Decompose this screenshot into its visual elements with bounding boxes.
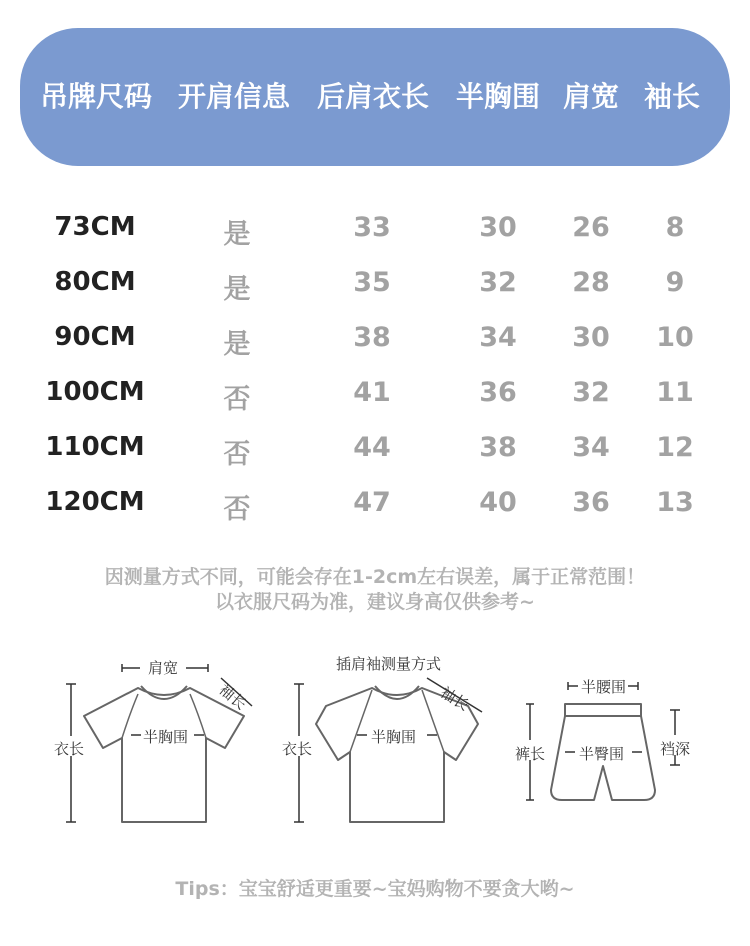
header-size-label: 吊牌尺码 xyxy=(39,80,153,113)
length-cell: 33 xyxy=(353,212,391,243)
length-cell: 41 xyxy=(353,377,391,408)
sleeve-cell: 11 xyxy=(656,377,694,408)
open-shoulder-cell: 是 xyxy=(223,274,251,305)
size-cell: 120CM xyxy=(45,487,145,517)
shoulder-cell: 32 xyxy=(572,377,610,408)
sleeve-cell: 9 xyxy=(665,267,685,298)
tshirt-length-label: 衣长 xyxy=(54,740,85,758)
sleeve-cell: 8 xyxy=(665,212,685,243)
header-sleeve-length: 袖长 xyxy=(643,80,701,113)
measurement-note-line1: 因测量方式不同，可能会存在1-2cm左右误差，属于正常范围！ xyxy=(104,566,646,588)
open-shoulder-cell: 是 xyxy=(223,219,251,250)
length-cell: 47 xyxy=(353,487,391,518)
shoulder-cell: 34 xyxy=(572,432,610,463)
tips-text: Tips：宝宝舒适更重要~宝妈购物不要贪大哟~ xyxy=(175,878,575,900)
raglan-title: 插肩袖测量方式 xyxy=(336,655,442,673)
size-cell: 80CM xyxy=(54,267,136,297)
size-cell: 100CM xyxy=(45,377,145,407)
chest-cell: 40 xyxy=(479,487,517,518)
chest-cell: 38 xyxy=(479,432,517,463)
length-cell: 38 xyxy=(353,322,391,353)
shorts-waist-label: 半腰围 xyxy=(581,678,627,696)
sleeve-cell: 13 xyxy=(656,487,694,518)
shoulder-cell: 26 xyxy=(572,212,610,243)
tshirt-chest-label: 半胸围 xyxy=(143,728,189,746)
raglan-length-label: 衣长 xyxy=(282,740,313,758)
chest-cell: 36 xyxy=(479,377,517,408)
shoulder-cell: 36 xyxy=(572,487,610,518)
tshirt-sleeve-label: 袖长 xyxy=(215,680,250,714)
chest-cell: 32 xyxy=(479,267,517,298)
header-half-chest: 半胸围 xyxy=(455,80,541,113)
header-shoulder-width: 肩宽 xyxy=(562,80,620,113)
shorts-length-label: 裤长 xyxy=(515,745,546,763)
shorts-rise-label: 裆深 xyxy=(660,740,691,758)
chest-cell: 34 xyxy=(479,322,517,353)
length-cell: 44 xyxy=(353,432,391,463)
shoulder-cell: 28 xyxy=(572,267,610,298)
sleeve-cell: 12 xyxy=(656,432,694,463)
sleeve-cell: 10 xyxy=(656,322,694,353)
tshirt-shoulder-label: 肩宽 xyxy=(148,659,179,677)
shorts-thigh-label: 半臀围 xyxy=(579,745,625,763)
length-cell: 35 xyxy=(353,267,391,298)
header-open-shoulder: 开肩信息 xyxy=(177,80,291,113)
raglan-chest-label: 半胸围 xyxy=(371,728,417,746)
open-shoulder-cell: 是 xyxy=(223,329,251,360)
open-shoulder-cell: 否 xyxy=(223,494,251,525)
raglan-sleeve-label: 袖长 xyxy=(437,683,473,715)
size-cell: 110CM xyxy=(45,432,145,462)
header-back-length: 后肩衣长 xyxy=(316,80,430,113)
size-cell: 73CM xyxy=(54,212,136,242)
shoulder-cell: 30 xyxy=(572,322,610,353)
size-cell: 90CM xyxy=(54,322,136,352)
measurement-note-line2: 以衣服尺码为准，建议身高仅供参考~ xyxy=(215,591,535,613)
open-shoulder-cell: 否 xyxy=(223,439,251,470)
chest-cell: 30 xyxy=(479,212,517,243)
open-shoulder-cell: 否 xyxy=(223,384,251,415)
